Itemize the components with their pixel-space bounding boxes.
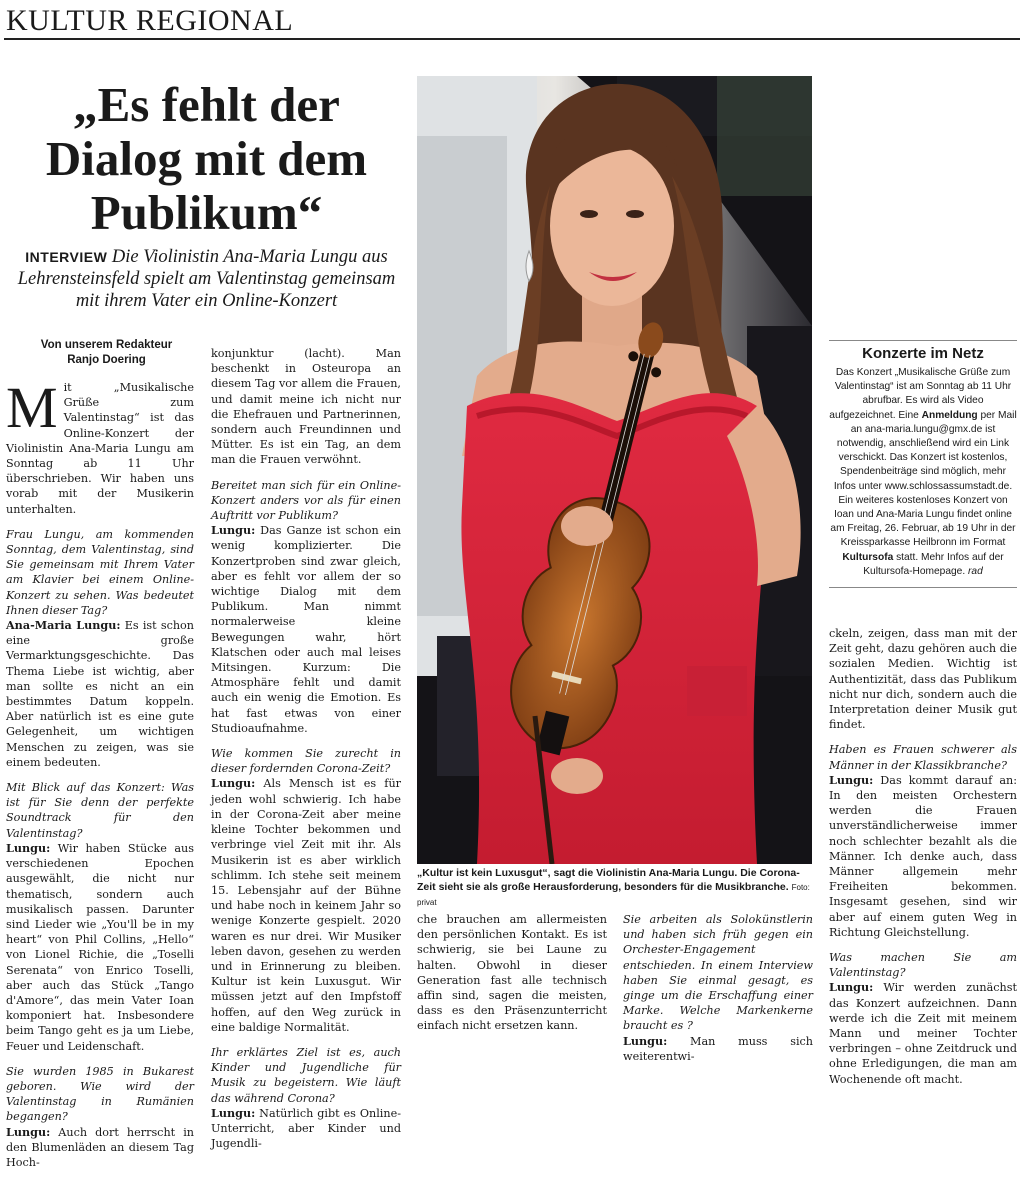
question: Frau Lungu, am kommenden Sonntag, dem Valentinstag, sind Sie gemeinsam mit Ihrem Vater am Klavier bei einem Online-Konzert zu sehen. Was bedeutet Ihnen dieser Tag?: [6, 527, 194, 617]
question: Was machen Sie am Valentinstag?: [829, 951, 1017, 980]
info-box: [829, 340, 1017, 588]
answer: Lungu: Wir haben Stücke aus verschiedenen Epochen ausgewählt, die nicht nur thematisch, sondern auch musikalisch passen. Darunter sind Lieder wie „You'll be in my heart“ von Phil Collins, „Hello“ von Lionel Richie, die „Toselli Serenata“ von Enrico Toselli, aber auch das Stück „Tango d'Amore“, das mein Vater Ioan komponiert hat. Insbesondere beim Tango geht es ja um Liebe, Feuer und Leidenschaft.: [6, 840, 194, 1053]
answer: Lungu: Auch dort herrscht in den Blumenläden an diesem Tag Hoch-: [6, 1124, 194, 1169]
photo-violinist: [417, 76, 812, 864]
article-column-5: [829, 626, 1017, 1097]
caption-text: „Kultur ist kein Luxusgut“, sagt die Violinistin Ana-Maria Lungu. Die Corona-Zeit sieht sie als große Herausforderung, besonders für die Musikbranche.: [417, 867, 800, 893]
answer: Lungu: Das kommt darauf an: In den meisten Orchestern werden die Frauen unverständlicherweise immer noch schlechter bezahlt als die Männer. Ich denke auch, dass Männer allgemein mehr Freiheiten bekommen. Insgesamt gesehen, sind wir aber auf einem guten Weg in Richtung Gleichstellung.: [829, 772, 1017, 939]
answer: Lungu: Wir werden zunächst das Konzert aufzeichnen. Dann werde ich die Zeit mit meinem Mann und meiner Tochter verbringen – ohne Zeitdruck und ohne Erledigungen, die man am Wochenende oft macht.: [829, 980, 1017, 1086]
violinist-illustration: [417, 76, 812, 864]
question: Sie arbeiten als Solokünstlerin und haben sich früh gegen ein Orchester-Engagement entschieden. In einem Interview haben Sie einmal gesagt, es ginge um die Erschaffung einer Marke. Welche Markenkerne braucht es ?: [623, 913, 813, 1033]
headline: „Es fehlt der Dialog mit dem Publikum“: [45, 77, 368, 240]
answer: Lungu: Man muss sich weiterentwi-: [623, 1033, 813, 1063]
question: Bereitet man sich für ein Online-Konzert anders vor als für einen Auftritt vor Publikum?: [211, 478, 401, 523]
question: Wie kommen Sie zurecht in dieser fordernden Corona-Zeit?: [211, 747, 401, 776]
answer: Lungu: Als Mensch ist es für jeden wohl schwierig. Ich habe in der Corona-Zeit aber meine kleine Tochter bekommen und verbringe viel Zeit mit ihr. Als Musikerin ist es aber wirklich schlimm. Ich stehe seit meinem 15. Lebensjahr auf der Bühne und habe noch in keinem Jahr so wenige Konzerte gespielt. 2020 waren es nur drei. Wir Musiker leben davon, gesehen zu werden und in Erinnerung zu bleiben. Kultur ist kein Luxusgut. Wir müssen jetzt auf den Impfstoff hoffen, auf den Weg zurück in eine baldige Normalität.: [211, 776, 401, 1034]
byline: [14, 338, 199, 368]
answer-continued: konjunktur (lacht). Man beschenkt in Osteuropa an diesem Tag vor allem die Frauen, und damit meine ich nicht nur die Ehefrauen und Partnerinnen, sondern auch Freundinnen und Mütter. Es ist ein Tag, an dem man die Frauen verwöhnt.: [211, 347, 401, 467]
article-column-1: [6, 375, 194, 1180]
intro-paragraph: Mit „Musikalische Grüße zum Valentinstag“ ist das Online-Konzert der Violinistin Ana-Maria Lungu am Sonntag ab 11 Uhr überschrieben. Wir haben uns vorab mit der Musikerin unterhalten.: [6, 375, 194, 516]
question: Mit Blick auf das Konzert: Was ist für Sie denn der perfekte Soundtrack für den Valentinstag?: [6, 781, 194, 840]
dropcap: M: [6, 375, 58, 440]
answer: Lungu: Das Ganze ist schon ein wenig komplizierter. Die Konzertproben sind zwar gleich, aber es fehlt vor allem der so wichtige Dialog mit dem Publikum. Man nimmt normalerweise kleine Bewegungen wahr, hört Klatschen oder auch mal leises Mitsingen. Kurzum: Die Atmosphäre fehlt und damit auch ein wenig die Emotion. Es hat fast etwas von einer Studioaufnahme.: [211, 523, 401, 735]
question: Ihr erklärtes Ziel ist es, auch Kinder und Jugendliche für Musik zu begeistern. Wie läuft das während Corona?: [211, 1045, 401, 1105]
deck-text: Die Violinistin Ana-Maria Lungu aus Lehrensteinsfeld spielt am Valentinstag gemeinsam mit ihrem Vater ein Online-Konzert: [17, 247, 396, 311]
byline-line1: Von unserem Redakteur: [40, 339, 173, 351]
section-title: KULTUR REGIONAL: [6, 4, 294, 37]
info-box-text: Das Konzert „Musikalische Grüße zum Valentinstag“ ist am Sonntag ab 11 Uhr abrufbar. Es wird als Video aufgezeichnet. Eine Anmeldung per Mail an ana-maria.lungu@gmx.de ist notwendig, anschließend wird ein Link verschickt. Das Konzert ist kostenlos, Spendenbeiträge sind möglich, mehr Infos unter www.schlossassumstadt.de. Ein weiteres kostenloses Konzert von Ioan und Ana-Maria Lungu findet online am Freitag, 26. Februar, ab 19 Uhr in der Kreissparkasse Heilbronn im Format Kultursofa statt. Mehr Infos auf der Kultursofa-Homepage. rad: [829, 367, 1017, 577]
deck: [14, 246, 399, 312]
section-rule: [4, 38, 1020, 40]
photo-credit: Foto: privat: [417, 883, 810, 907]
article-column-3: [417, 912, 607, 1044]
answer: Ana-Maria Lungu: Es ist schon eine große Vermarktungsgeschichte. Das Thema Liebe ist wichtig, aber man sollte es nicht an ein bestimmtes Datum koppeln. Aber natürlich ist es eine gute Gelegenheit, um wichtigen Menschen zu zeigen, was sie einem bedeuten.: [6, 618, 194, 769]
question: Haben es Frauen schwerer als Männer in der Klassikbranche?: [829, 743, 1017, 772]
question: Sie wurden 1985 in Bukarest geboren. Wie wird der Valentinstag in Rumänien begangen?: [6, 1064, 194, 1124]
answer-continued: ckeln, zeigen, dass man mit der Zeit geht, dazu gehören auch die sozialen Medien. Wichtig ist Authentizität, dass das Publikum nicht nur dich, sondern auch die Interpretation deiner Musik gut findet.: [829, 627, 1017, 732]
article-column-4: [623, 912, 813, 1074]
photo-caption: [417, 866, 817, 910]
article-column-2: [211, 346, 401, 1161]
info-box-title: Konzerte im Netz: [862, 345, 984, 362]
deck-kicker: INTERVIEW: [25, 249, 108, 265]
answer-continued: che brauchen am allermeisten den persönlichen Kontakt. Es ist schwierig, sie bei Laune zu halten. Obwohl in dieser Generation fast alle technisch affin sind, sagen die meisten, dass es den Präsenzunterricht einfach nicht ersetzen kann.: [417, 913, 607, 1033]
byline-author: Ranjo Doering: [67, 354, 146, 366]
answer: Lungu: Natürlich gibt es Online-Unterricht, aber Kinder und Jugendli-: [211, 1105, 401, 1151]
